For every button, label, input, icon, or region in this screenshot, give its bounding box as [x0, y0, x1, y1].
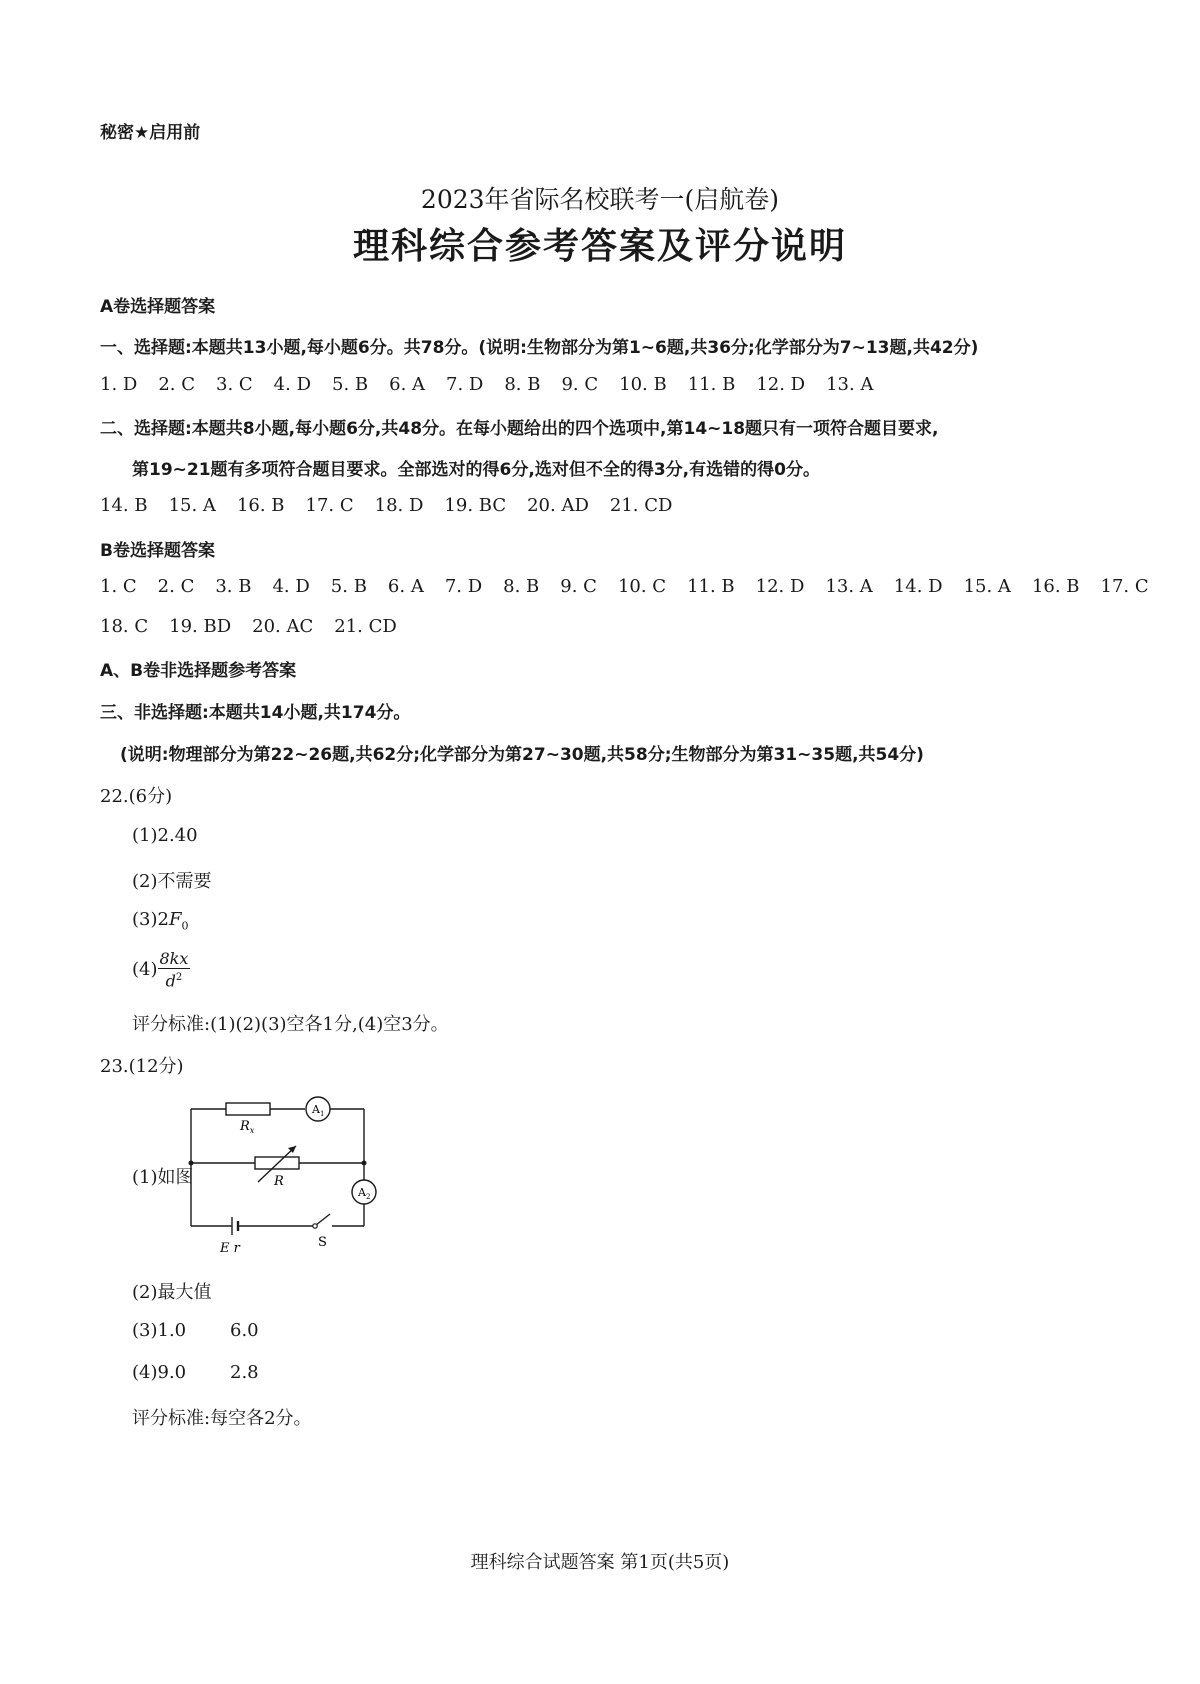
answer-item: 20. AC [252, 616, 314, 637]
q23-answer-2: (2)最大值 [132, 1282, 212, 1303]
section-b-header: B卷选择题答案 [100, 541, 215, 561]
section-a-header: A卷选择题答案 [100, 297, 216, 317]
answer-item: 17. C [1100, 576, 1149, 597]
exam-title: 2023年省际名校联考一(启航卷) [420, 185, 780, 214]
label-rx: $R_x$ [240, 1119, 255, 1135]
fraction-numerator: 8kx [159, 949, 189, 968]
answer-item: 13. A [825, 576, 873, 597]
answer-item: 11. B [687, 374, 736, 395]
q22-answer-4 [132, 950, 190, 990]
answer-item: 1. D [100, 374, 138, 395]
answer-item: 9. C [560, 576, 597, 597]
section-ab-header: A、B卷非选择题参考答案 [100, 661, 297, 681]
q22-answer-3-var: F [168, 909, 182, 930]
answer-item: 10. C [617, 576, 667, 597]
label-a2: $A_2$ [358, 1186, 371, 1201]
label-r: R [274, 1174, 284, 1189]
q22-scoring: 评分标准:(1)(2)(3)空各1分,(4)空3分。 [132, 1014, 449, 1035]
q23-answer-1: (1)如图 [132, 1167, 194, 1188]
page-footer: 理科综合试题答案 第1页(共5页) [470, 1552, 730, 1573]
answer-item: 1. C [100, 576, 137, 597]
answer-item: 2. C [158, 374, 195, 395]
part1-answers [100, 374, 894, 395]
part2-answers [100, 495, 693, 516]
part3-description: 三、非选择题:本题共14小题,共174分。 [100, 703, 411, 723]
answer-item: 14. B [100, 495, 148, 516]
answer-item: 19. BC [444, 495, 507, 516]
answer-item: 17. C [305, 495, 354, 516]
label-s: S [318, 1235, 327, 1250]
junction-dot-left [189, 1161, 194, 1166]
answer-item: 21. CD [334, 616, 397, 637]
answer-item: 4. D [273, 374, 311, 395]
answer-item: 6. A [387, 576, 424, 597]
switch-contact [313, 1224, 317, 1228]
q23-scoring: 评分标准:每空各2分。 [132, 1408, 312, 1429]
answer-item: 2. C [157, 576, 195, 597]
answer-item: 15. A [963, 576, 1011, 597]
answer-item: 19. BD [169, 616, 232, 637]
q23-answer-3-label: (3)1.0 [132, 1320, 187, 1341]
circuit-diagram [180, 1090, 400, 1260]
q23-answer-4-label: (4)9.0 [132, 1362, 187, 1383]
page-title: 理科综合参考答案及评分说明 [352, 225, 847, 267]
label-er: E r [220, 1241, 240, 1256]
q23-title: 23.(12分) [100, 1056, 184, 1077]
fraction-denominator: $d^2$ [165, 971, 183, 991]
answer-item: 12. D [756, 374, 806, 395]
part2-description-line2: 第19~21题有多项符合题目要求。全部选对的得6分,选对但不全的得3分,有选错的得0分。 [132, 460, 820, 480]
answer-item: 13. A [826, 374, 874, 395]
q22-answer-1: (1)2.40 [132, 825, 198, 846]
answer-item: 14. D [893, 576, 943, 597]
answer-item: 11. B [687, 576, 735, 597]
q23-answer-3 [132, 1320, 259, 1341]
b-answers-row2 [100, 616, 418, 637]
label-a1: $A_1$ [312, 1103, 325, 1118]
answer-item: 12. D [755, 576, 805, 597]
answer-item: 5. B [330, 576, 367, 597]
part1-description: 一、选择题:本题共13小题,每小题6分。共78分。(说明:生物部分为第1~6题,共36分;化学部分为7~13题,共42分) [100, 338, 979, 358]
answer-item: 9. C [561, 374, 599, 395]
q22-title: 22.(6分) [100, 786, 173, 807]
secret-label: 秘密★启用前 [100, 123, 201, 143]
answer-item: 16. B [236, 495, 285, 516]
q23-answer-4-value2: 2.8 [230, 1362, 259, 1383]
answer-item: 8. B [503, 576, 540, 597]
q22-answer-2: (2)不需要 [132, 871, 212, 892]
q22-answer-3-prefix: (3)2 [132, 909, 169, 930]
rx-resistor [226, 1103, 270, 1115]
answer-item: 21. CD [609, 495, 673, 516]
junction-dot-right [362, 1161, 367, 1166]
q22-answer-4-fraction [158, 950, 191, 990]
answer-item: 18. C [100, 616, 149, 637]
answer-item: 18. D [374, 495, 424, 516]
answer-item: 8. B [504, 374, 541, 395]
answer-item: 5. B [332, 374, 369, 395]
answer-item: 20. AD [527, 495, 589, 516]
q22-answer-4-prefix: (4) [132, 959, 158, 981]
answer-item: 3. B [215, 576, 252, 597]
answer-item: 16. B [1031, 576, 1080, 597]
answer-item: 3. C [216, 374, 253, 395]
b-answers-row1 [100, 576, 1170, 597]
q22-answer-3-sub: 0 [181, 919, 189, 933]
answer-item: 7. D [444, 576, 483, 597]
answer-item: 6. A [389, 374, 426, 395]
rheostat [255, 1157, 299, 1169]
answer-item: 10. B [619, 374, 667, 395]
answer-item: 7. D [446, 374, 484, 395]
q23-answer-4 [132, 1362, 259, 1383]
q22-answer-3 [132, 909, 188, 933]
answer-item: 15. A [168, 495, 216, 516]
answer-item: 4. D [272, 576, 310, 597]
q23-answer-3-value2: 6.0 [230, 1320, 259, 1341]
part2-description-line1: 二、选择题:本题共8小题,每小题6分,共48分。在每小题给出的四个选项中,第14~18题只有一项符合题目要求, [100, 419, 939, 439]
switch-blade [316, 1214, 330, 1225]
part3-note: (说明:物理部分为第22~26题,共62分;化学部分为第27~30题,共58分;生物部分为第31~35题,共54分) [120, 745, 924, 765]
